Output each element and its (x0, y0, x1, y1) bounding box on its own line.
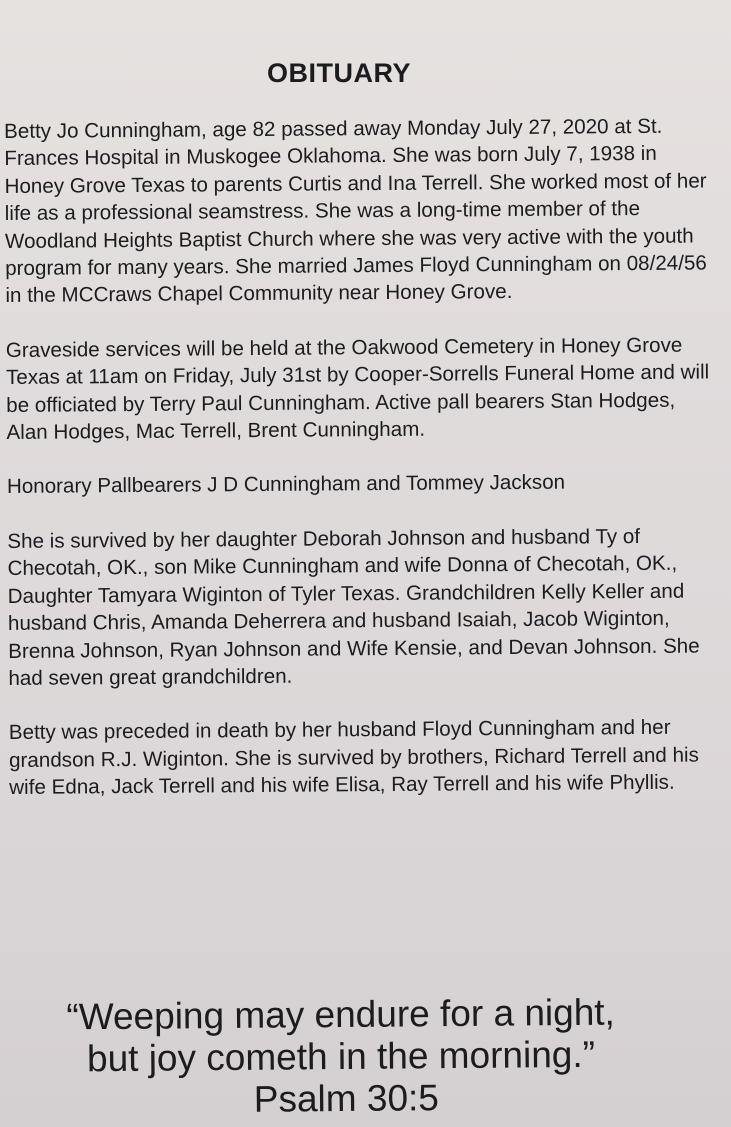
quote-line-1: “Weeping may endure for a night, (66, 991, 616, 1038)
obituary-body (4, 112, 722, 828)
page-title: OBITUARY (267, 58, 411, 88)
quote-line-2: but joy cometh in the morning.” (86, 1033, 596, 1080)
quote-reference: Psalm 30:5 (253, 1077, 440, 1120)
paragraph-biography: Betty Jo Cunningham, age 82 passed away Monday July 27, 2020 at St. Frances Hospital in Muskogee Oklahoma. She was born July 7, 1938 in Honey Grove Texas to parents Curtis and Ina Terrell. She worked most of her life as a professional seamstress. She was a long-time member of the Woodland Heights Baptist Church where she was very active with the youth program for many years. She married James Floyd Cunningham on 08/24/56 in the MCCraws Chapel Community near Honey Grove. (4, 114, 707, 308)
paragraph-honorary-pallbearers: Honorary Pallbearers J D Cunningham and Tommey Jackson (6, 471, 566, 499)
paragraph-services: Graveside services will be held at the Oakwood Cemetery in Honey Grove Texas at 11am on Friday, July 31st by Cooper-Sorrells Funeral Home and will be officiated by Terry Paul Cunningham. Active pall bearers Stan Hodges, Alan Hodges, Mac Terrell, Brent Cunningham. (5, 333, 710, 445)
scripture-quote (0, 991, 683, 1123)
paragraph-preceded-in-death: Betty was preceded in death by her husband Floyd Cunningham and her grandson R.J. Wiginton. She is survived by brothers, Richard Terrell and his wife Edna, Jack Terrell and his wife Elisa, Ray Terrell and his wife Phyllis. (8, 716, 699, 800)
paragraph-survivors: She is survived by her daughter Deborah Johnson and husband Ty of Checotah, OK., son Mike Cunningham and wife Donna of Checotah, OK., Daughter Tamyara Wiginton of Tyler Texas. Grandchildren Kelly Keller and husband Chris, Amanda Deherrera and husband Isaiah, Jacob Wiginton, Brenna Johnson, Ryan Johnson and Wife Kensie, and Devan Johnson. She had seven great grandchildren. (7, 524, 700, 690)
